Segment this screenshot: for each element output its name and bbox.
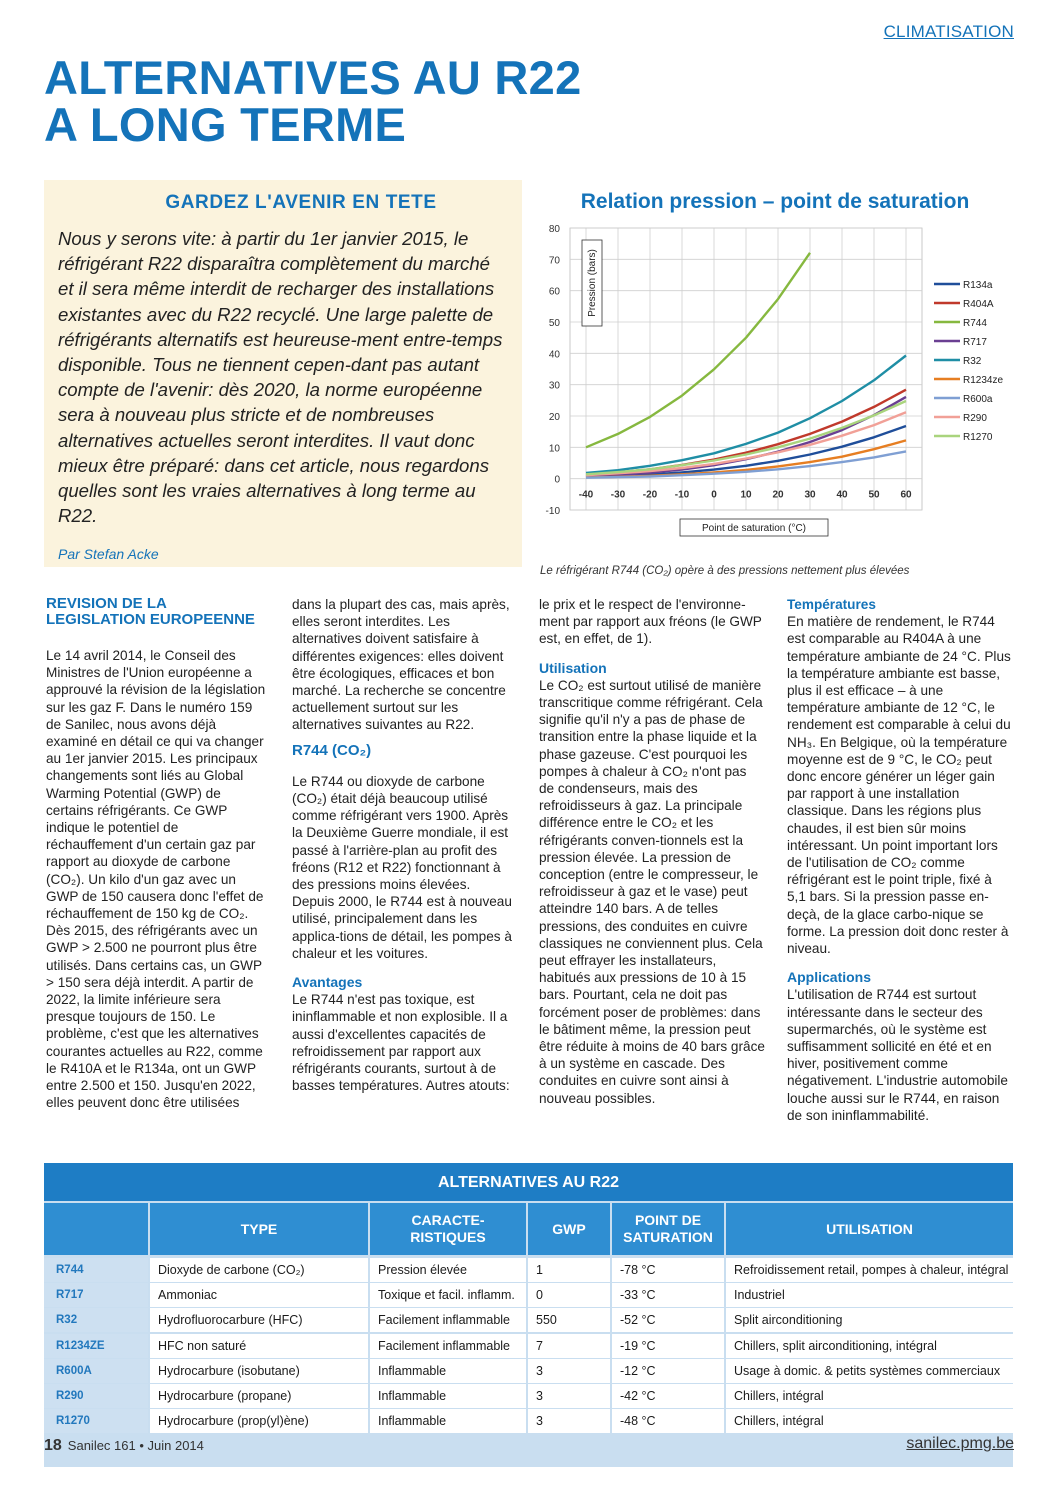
cell-carac: Inflammable [370,1359,526,1383]
table-row [44,1283,1013,1308]
column-3 [539,596,765,1107]
cell-code: R32 [44,1308,148,1332]
y-tick-label: 20 [548,412,560,423]
chart-title: Relation pression – point de saturation [580,190,970,213]
table-header-saturation: POINT DE SATURATION [612,1203,724,1255]
column-2 [292,596,514,1094]
y-axis-label-group [582,240,602,326]
section-tag: CLIMATISATION [883,22,1014,41]
cell-code: R290 [44,1384,148,1408]
cell-type: HFC non saturé [150,1334,368,1358]
cell-utilisation: Split airconditioning [726,1308,1013,1332]
cell-saturation: -33 °C [612,1283,724,1307]
table-header-carac: CARACTE-RISTIQUES [370,1203,526,1255]
legend-label: R134a [963,280,993,291]
cell-type: Hydrocarbure (isobutane) [150,1359,368,1383]
table-header-type: TYPE [150,1203,368,1255]
avantages-text: Le R744 n'est pas toxique, est ininflammable et non explosible. Il a aussi d'excellentes capacités de refroidissement par rapport aux réfrigérants courants, surtout à de basses températures. Autres atouts: [292,992,510,1094]
x-tick-label: -30 [610,489,626,501]
cell-gwp: 3 [528,1409,610,1433]
y-tick-label: 40 [548,349,560,361]
cell-code: R717 [44,1283,148,1307]
cell-utilisation: Chillers, intégral [726,1384,1013,1408]
cell-code: R1234ZE [44,1334,148,1358]
cell-utilisation: Usage à domic. & petits systèmes commerciaux [726,1359,1013,1383]
cell-type: Hydrocarbure (propane) [150,1384,368,1408]
table-title: ALTERNATIVES AU R22 [44,1163,1013,1201]
legend-label: R290 [963,413,987,424]
table-header-utilisation: UTILISATION [726,1203,1013,1255]
cell-utilisation: Industriel [726,1283,1013,1307]
cell-gwp: 7 [528,1334,610,1358]
issue-label: Sanilec 161 • Juin 2014 [67,1438,204,1453]
r744-text: Le R744 ou dioxyde de carbone (CO₂) était déjà beaucoup utilisé comme réfrigérant vers 1900. Après la Deuxième Guerre mondiale, il est passé à l'arrière-plan au profit des fréons (R12 et R22) fonctionnant à des pressions moins élevées. Depuis 2000, le R744 est à nouveau utilisé, principalement dans les applica-tions de détail, les pompes à chaleur et les voitures. [292,773,512,961]
cell-carac: Inflammable [370,1409,526,1433]
table-row [44,1409,1013,1434]
cell-type: Dioxyde de carbone (CO₂) [150,1258,368,1282]
y-tick-label: 10 [548,443,560,455]
chart-legend [934,280,1003,443]
footer-site-link[interactable]: sanilec.pmg.be [906,1435,1014,1452]
cell-gwp: 0 [528,1283,610,1307]
cell-gwp: 1 [528,1258,610,1282]
y-tick-label: -10 [545,506,560,517]
legend-label: R404A [963,299,994,310]
cell-utilisation: Chillers, split airconditioning, intégral [726,1334,1013,1358]
y-tick-label: 60 [548,286,560,298]
intro-author: Par Stefan Acke [58,546,159,563]
table-header-gwp: GWP [528,1203,610,1255]
utilisation-text: Le CO₂ est surtout utilisé de manière transcritique comme réfrigérant. Cela signifie qu'il n'y a pas de phase de transition entre la phase liquide et la phase gazeuse. C'est pourquoi les pompes à chaleur à CO₂ n'ont pas de condenseurs, mais des refroidisseurs à gaz. La principale différence entre le CO₂ et les réfrigérants conven-tionnels est la pression élevée. La pression de conception (entre le compresseur, le refroidisseur à gaz et le vase) peut atteindre 140 bars. A de telles pressions, des conduites en cuivre classiques ne conviennent plus. Cela peut effrayer les installateurs, habitués aux pressions de 10 à 15 bars. Pourtant, cela ne doit pas forcément poser de problèmes: dans le bâtiment même, la pression peut être réduite à moins de 40 bars grâce à un système en cascade. Des conduites en cuivre sont ainsi à nouveau possibles. [539,677,765,1106]
cell-carac: Facilement inflammable [370,1308,526,1332]
cell-code: R1270 [44,1409,148,1433]
x-tick-label: 50 [868,489,880,501]
column-4 [787,596,1013,1124]
y-tick-label: 80 [548,224,560,235]
revision-heading: REVISION DE LA LEGISLATION EUROPEENNE [46,595,255,628]
title-line-1: ALTERNATIVES AU R22 [44,51,582,104]
chart-caption: Le réfrigérant R744 (CO₂) opère à des pressions nettement plus élevées [540,565,910,577]
y-tick-label: 0 [554,474,560,486]
avantages-heading: Avantages [292,974,363,991]
col3-text: le prix et le respect de l'environne-ment par rapport aux fréons (le GWP est, en effet, de 1). [539,597,762,647]
cell-saturation: -78 °C [612,1258,724,1282]
y-tick-label: 30 [548,380,560,392]
cell-utilisation: Chillers, intégral [726,1409,1013,1433]
column-1 [46,596,266,1111]
cell-saturation: -12 °C [612,1359,724,1383]
applications-heading: Applications [787,969,872,986]
cell-carac: Inflammable [370,1384,526,1408]
temperatures-text: En matière de rendement, le R744 est comparable au R404A à une température ambiante de 24 °C. Plus la température ambiante est basse, plus il est efficace – à une température ambiante de 12 °C, le rendement est comparable à celui du NH₃. En Belgique, où la température moyenne est de 9 °C, le CO₂ peut donc encore générer un léger gain par rapport à une installation classique. Dans les régions plus chaudes, il est bien sûr moins intéressant. Un point important lors de l'utilisation de CO₂ comme réfrigérant est le point triple, fixé à 5,1 bars. Si la pression passe en-deçà, de la glace carbo-nique se forme. La pression doit donc rester à niveau. [787,614,1011,957]
y-tick-label: 50 [548,318,560,329]
table-row [44,1258,1013,1283]
cell-type: Ammoniac [150,1283,368,1307]
cell-carac: Facilement inflammable [370,1334,526,1358]
y-tick-label: 70 [548,255,560,267]
cell-saturation: -52 °C [612,1308,724,1332]
x-tick-label: 10 [740,489,752,501]
y-axis-label: Pression (bars) [587,249,598,317]
page-number: 18 [44,1437,62,1454]
utilisation-heading: Utilisation [539,659,607,676]
cell-gwp: 550 [528,1308,610,1332]
intro-text: Nous y serons vite: à partir du 1er janvier 2015, le réfrigérant R22 disparaîtra complètement du marché et il sera même interdit de recharger des installations existantes avec du R22 recyclé. Une large palette de réfrigérants alternatifs est heureuse-ment entre-temps disponible. Tous ne tiennent cepen-dant pas autant compte de l'avenir: dès 2020, la norme européenne sera à nouveau plus stricte et de nombreuses alternatives actuelles seront interdites. Il vaut donc mieux être préparé: dans cet article, nous regardons quelles sont les vraies alternatives à long terme au R22. [58,228,503,527]
cell-code: R600A [44,1359,148,1383]
legend-label: R32 [963,356,982,367]
legend-label: R744 [963,318,987,329]
x-tick-label: 20 [772,489,784,501]
x-tick-label: -20 [642,489,658,501]
cell-saturation: -48 °C [612,1409,724,1433]
x-tick-label: 60 [900,489,912,501]
footer-issue [44,1437,204,1455]
cell-carac: Pression élevée [370,1258,526,1282]
cell-code: R744 [44,1258,148,1282]
alternatives-table [44,1163,1013,1467]
cell-type: Hydrocarbure (prop(yl)ène) [150,1409,368,1433]
cell-type: Hydrofluorocarbure (HFC) [150,1308,368,1332]
title-line-2: A LONG TERME [44,98,407,151]
x-tick-label: 40 [836,489,848,501]
pressure-saturation-chart [530,220,1020,560]
x-tick-label: -10 [674,489,690,501]
x-tick-label: -40 [578,489,594,501]
intro-box [44,180,522,567]
legend-label: R717 [963,337,987,348]
x-axis-label: Point de saturation (°C) [701,523,807,534]
table-row [44,1308,1013,1333]
table-row [44,1359,1013,1384]
x-tick-label: 0 [711,489,717,501]
cell-saturation: -42 °C [612,1384,724,1408]
cell-saturation: -19 °C [612,1334,724,1358]
r744-heading: R744 (CO₂) [292,741,372,759]
table-row [44,1334,1013,1359]
table-row [44,1384,1013,1409]
cell-utilisation: Refroidissement retail, pompes à chaleur, intégral [726,1258,1013,1282]
table-header-blank [44,1203,148,1255]
x-tick-label: 30 [804,489,816,501]
legend-label: R1270 [963,432,993,443]
page-title [44,51,684,151]
cell-carac: Toxique et facil. inflamm. [370,1283,526,1307]
intro-heading: GARDEZ L'AVENIR EN TETE [165,192,437,213]
col2-text: dans la plupart des cas, mais après, elles seront interdites. Les alternatives doivent satisfaire à différentes exigences: elles doivent être écologiques, efficaces et bon marché. La recherche se concentre actuellement surtout sur les alternatives suivantes au R22. [292,597,510,733]
legend-label: R1234ze [963,375,1004,386]
applications-text: L'utilisation de R744 est surtout intéressante dans le secteur des supermarchés, où le système est suffisamment sollicité en été et en hiver, positivement comme négativement. L'industrie automobile louche aussi sur le R744, en raison de son ininflammabilité. [787,987,1008,1123]
temperatures-heading: Températures [787,597,876,612]
cell-gwp: 3 [528,1384,610,1408]
legend-label: R600a [963,394,993,405]
revision-text: Le 14 avril 2014, le Conseil des Ministres de l'Union européenne a approuvé la révision de la législation sur les gaz F. Dans le numéro 159 de Sanilec, nous avons déjà examiné en détail ce qui va changer au 1er janvier 2015. Les principaux changements sont liés au Global Warming Potential (GWP) de certains réfrigérants. Ce GWP indique le potentiel de réchauffement d'un certain gaz par rapport au dioxyde de carbone (CO₂). Un kilo d'un gaz avec un GWP de 150 causera donc l'effet de réchauffement de 150 kg de CO₂. Dès 2015, des réfrigérants avec un GWP > 2.500 ne pourront plus être utilisés. Dans certains cas, un GWP > 150 sera déjà interdit. A partir de 2022, la limite inférieure sera presque toujours de 150. Le problème, c'est que les alternatives courantes actuelles au R22, comme le R410A et le R134a, ont un GWP entre 2.500 et 150. Jusqu'en 2022, elles peuvent donc être utilisées [46,648,266,1111]
x-axis-label-group [680,519,828,536]
cell-gwp: 3 [528,1359,610,1383]
